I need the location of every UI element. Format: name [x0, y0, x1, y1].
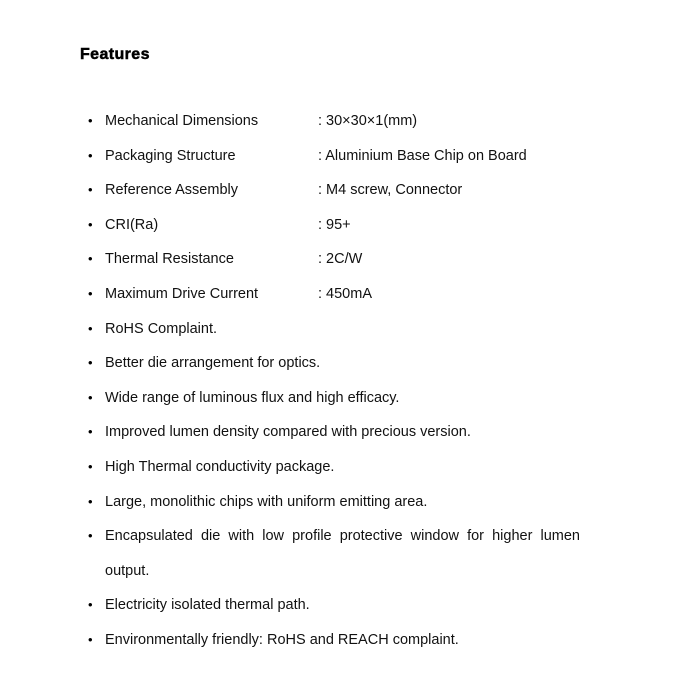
bullet-icon: • [88, 597, 93, 613]
spec-value: : 2C/W [318, 251, 363, 268]
list-item [88, 623, 580, 658]
bullet-icon: • [88, 113, 93, 128]
bullet-icon: • [88, 251, 93, 267]
bullet-icon: • [88, 631, 93, 647]
spec-value: : M4 screw, Connector [318, 182, 463, 199]
bullet-icon: • [88, 355, 93, 371]
list-item [88, 485, 580, 520]
spec-label: Reference Assembly [105, 182, 238, 199]
list-item [88, 208, 580, 243]
feature-text: RoHS Complaint. [105, 320, 218, 337]
bullet-icon: • [88, 389, 93, 405]
list-item [88, 381, 580, 416]
bullet-icon: • [88, 528, 93, 544]
feature-text: Environmentally friendly: RoHS and REACH complaint. [105, 631, 459, 648]
spec-label: Packaging Structure [105, 147, 236, 164]
list-item [88, 173, 580, 208]
feature-text: Electricity isolated thermal path. [105, 597, 310, 614]
bullet-icon: • [88, 147, 93, 163]
bullet-icon: • [88, 493, 93, 509]
spec-value: : 450mA [318, 285, 372, 302]
feature-text: Better die arrangement for optics. [105, 355, 321, 372]
feature-text: Encapsulated die with low profile protective window for higher lumen output. [105, 528, 580, 579]
list-item [88, 312, 580, 347]
list-item [88, 415, 580, 450]
feature-text: Wide range of luminous flux and high efficacy. [105, 389, 400, 406]
list-item [88, 346, 580, 381]
spec-label: Mechanical Dimensions [105, 113, 259, 129]
list-item [88, 519, 580, 588]
feature-text: Large, monolithic chips with uniform emitting area. [105, 493, 428, 510]
feature-text: Improved lumen density compared with precious version. [105, 424, 471, 441]
spec-value: : 95+ [318, 216, 351, 233]
page-title: Features [80, 46, 150, 63]
list-item [88, 139, 580, 174]
bullet-icon: • [88, 424, 93, 440]
list-item [88, 588, 580, 623]
spec-label: Thermal Resistance [105, 251, 234, 268]
bullet-icon: • [88, 182, 93, 198]
spec-label: CRI(Ra) [105, 216, 159, 233]
list-item [88, 242, 580, 277]
bullet-icon: • [88, 320, 93, 336]
features-list [80, 104, 580, 658]
list-item [88, 104, 580, 139]
spec-value: : 30×30×1(mm) [318, 113, 418, 129]
bullet-icon: • [88, 285, 93, 301]
spec-label: Maximum Drive Current [105, 285, 259, 302]
bullet-icon: • [88, 458, 93, 474]
list-item [88, 277, 580, 312]
list-item [88, 450, 580, 485]
spec-value: : Aluminium Base Chip on Board [318, 147, 527, 164]
feature-text: High Thermal conductivity package. [105, 458, 335, 475]
bullet-icon: • [88, 216, 93, 232]
